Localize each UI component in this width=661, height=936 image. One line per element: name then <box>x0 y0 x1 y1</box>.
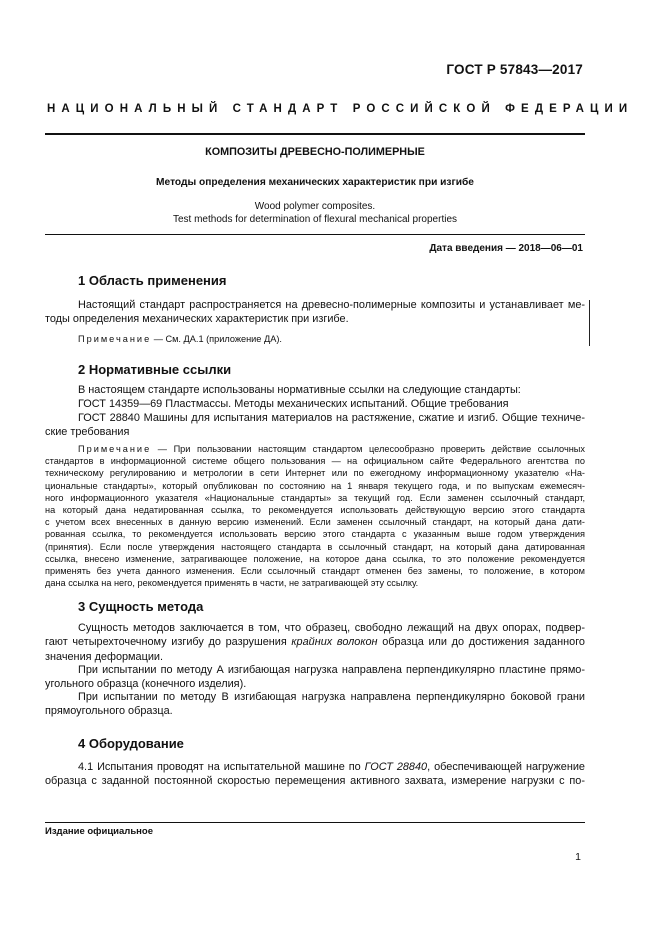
reference-gost-28840 <box>45 411 585 440</box>
note-line: с учетом всех внесенных в данную версию изменений. Если заменен ссылочный стандарт, на который дана дати- <box>45 517 585 528</box>
document-subtitle: Методы определения механических характеристик при изгибе <box>156 177 474 188</box>
paragraph-line: Настоящий стандарт распространяется на древесно-полимерные композиты и устанавливает ме- <box>78 299 585 311</box>
paragraph-line: угольного образца (конечного изделия). <box>45 678 247 691</box>
paragraph-line: значения деформации. <box>45 650 164 663</box>
section-3-paragraph-3 <box>45 690 585 719</box>
paragraph-line: При испытании по методу А изгибающая нагрузка направлена перпендикулярно пластине прямо- <box>78 664 585 676</box>
note-line: на который дана недатированная ссылка, то рекомендуется использовать действующую версию этого стандарта <box>45 505 585 516</box>
paragraph-line: ские требования <box>45 426 130 439</box>
note-line: циональные стандарты», который опубликован по состоянию на 1 января текущего года, и по выпускам ежемесяч- <box>45 480 585 491</box>
national-standard-banner: НАЦИОНАЛЬНЫЙ СТАНДАРТ РОССИЙСКОЙ ФЕДЕРАЦИИ <box>47 103 634 115</box>
section-1-paragraph <box>45 298 585 327</box>
paragraph-line: тоды определения механических характеристик при изгибе. <box>45 313 349 326</box>
paragraph-line: Сущность методов заключается в том, что образец, свободно лежащий на двух опорах, подвер- <box>78 622 585 634</box>
text-run: , обеспечивающей нагружение <box>427 761 585 773</box>
change-marker-bar <box>589 300 590 346</box>
section-2-note <box>45 443 585 589</box>
note-line: стандартов в информационной системе общего пользования — на официальном сайте Федерального агентства по <box>45 456 585 467</box>
note-line: (принятия). Если после утверждения настоящего стандарта в ссылочный стандарт, на который дана датированная <box>45 541 585 552</box>
introduction-date: Дата введения — 2018—06—01 <box>429 243 583 254</box>
page-number: 1 <box>575 851 581 863</box>
section-1-heading: 1 Область применения <box>78 273 227 288</box>
section-3-paragraph-1 <box>45 621 585 664</box>
note-line: рованная ссылка, то рекомендуется использовать версию этого стандарта с указанным выше годом утверждения <box>45 529 585 540</box>
paragraph-line: ГОСТ 28840 Машины для испытания материалов на растяжение, сжатие и изгиб. Общие техниче- <box>78 412 585 424</box>
footer-divider <box>45 822 585 823</box>
paragraph-line <box>45 635 585 649</box>
english-title-line-1: Wood polymer composites. <box>254 201 376 212</box>
text-run: 4.1 Испытания проводят на испытательной машине по <box>78 761 365 773</box>
section-1-note <box>45 333 585 345</box>
section-4-paragraph-1 <box>45 760 585 789</box>
english-title <box>45 200 585 226</box>
paragraph-line: В настоящем стандарте использованы нормативные ссылки на следующие стандарты: <box>78 384 521 396</box>
section-4-heading: 4 Оборудование <box>78 736 184 751</box>
note-label: Примечание <box>78 334 152 344</box>
document-title: КОМПОЗИТЫ ДРЕВЕСНО-ПОЛИМЕРНЫЕ <box>205 146 425 158</box>
english-title-line-2: Test methods for determination of flexural mechanical properties <box>172 214 458 225</box>
document-number: ГОСТ Р 57843—2017 <box>446 62 583 77</box>
emphasized-term: крайних волокон <box>291 636 378 649</box>
section-3-paragraph-2 <box>45 663 585 692</box>
section-2-intro <box>45 383 585 397</box>
paragraph-line <box>45 760 585 774</box>
title-divider <box>45 234 585 235</box>
paragraph-line: прямоугольного образца. <box>45 705 173 718</box>
note-text: — При пользовании настоящим стандартом целесообразно проверить действие ссылочных <box>151 444 585 454</box>
paragraph-line: ГОСТ 14359—69 Пластмассы. Методы механических испытаний. Общие требования <box>78 398 509 410</box>
note-line: дана ссылка на него, рекомендуется применять в части, не затрагивающей эту ссылку. <box>45 578 419 589</box>
section-3-heading: 3 Сущность метода <box>78 599 204 614</box>
section-2-heading: 2 Нормативные ссылки <box>78 362 232 377</box>
note-line: применять без учета данного изменения. Если ссылочный стандарт отменен без замены, то положение, в котором <box>45 566 585 577</box>
text-run: образца или до достижения заданного <box>377 636 585 649</box>
note-text: — См. ДА.1 (приложение ДА). <box>151 334 282 344</box>
note-line: ссылка, внесено изменение, затрагивающее положение, на которое дана ссылка, то это положение рекомендуется <box>45 553 585 564</box>
edition-label: Издание официальное <box>45 826 153 837</box>
text-run: гают четырехточечному изгибу до разрушения <box>45 636 292 649</box>
paragraph-line: образца с заданной постоянной скоростью перемещения активного захвата, измерение нагрузки с по- <box>45 775 585 788</box>
note-label: Примечание <box>78 444 152 454</box>
note-line: ного информационного указателя «Национальные стандарты» за текущий год. Если заменен ссылочный стандарт, <box>45 492 585 503</box>
paragraph-line: При испытании по методу В изгибающая нагрузка направлена перпендикулярно боковой грани <box>78 691 585 703</box>
note-line: техническому регулированию и метрологии в сети Интернет или по ежегодному информационному указателю «На- <box>45 468 585 479</box>
header-divider <box>45 133 585 135</box>
standard-reference: ГОСТ 28840 <box>364 761 428 773</box>
reference-gost-14359 <box>45 397 585 411</box>
note-line <box>45 443 585 455</box>
